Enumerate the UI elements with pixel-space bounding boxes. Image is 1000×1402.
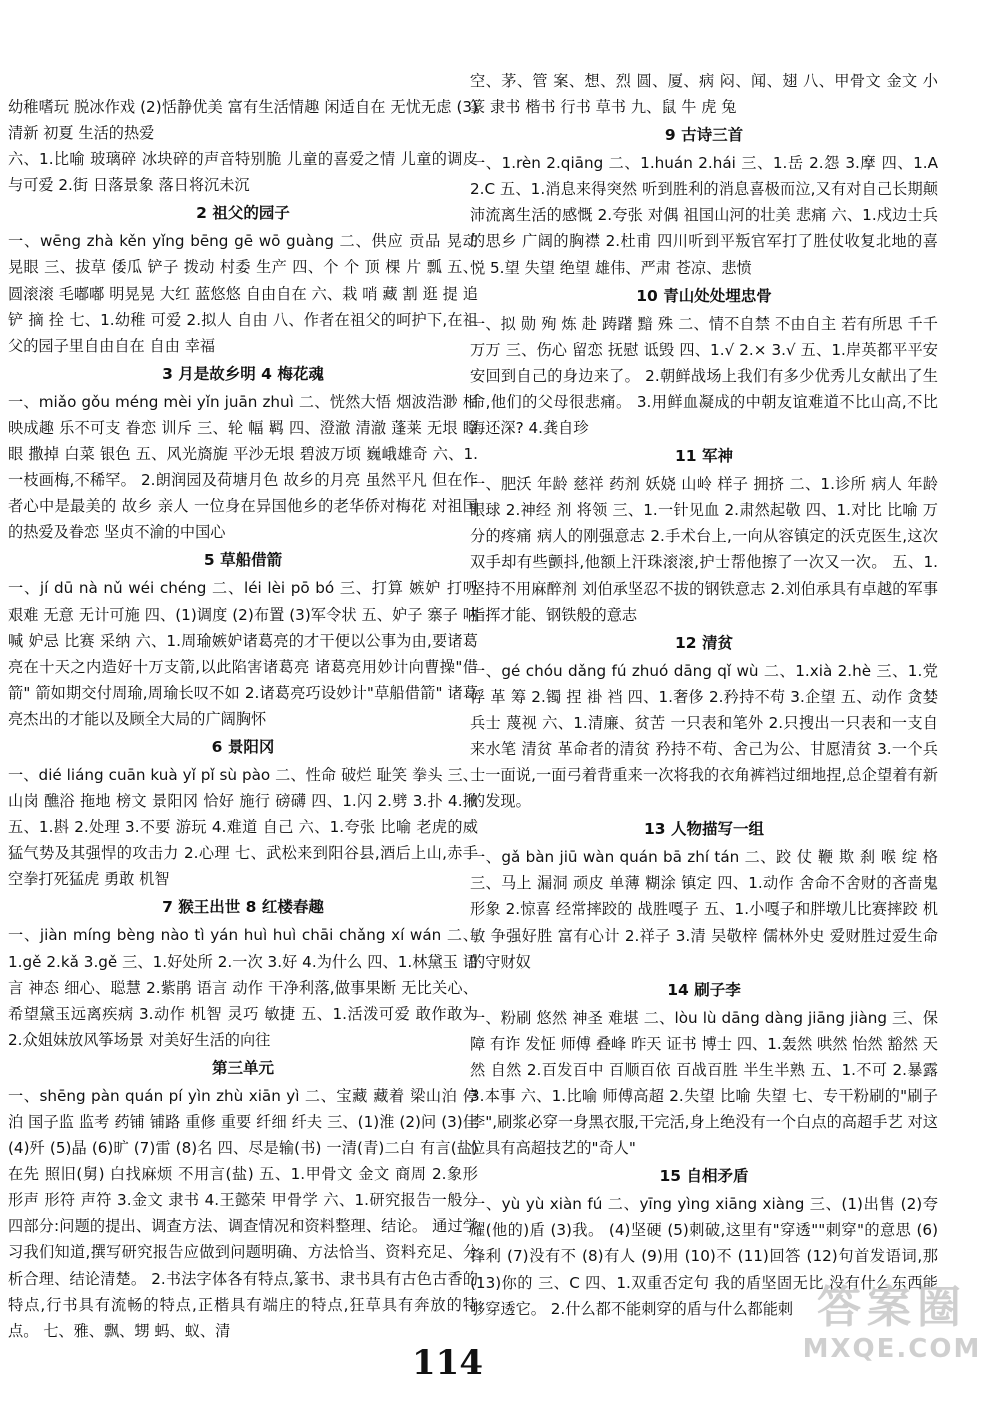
section-heading: 第三单元 [211,1058,274,1077]
answer-paragraph: 一、gǎ bàn jiū wàn quán bā zhí tán 二、跤 仗 鞭 欺 刹 喉 绽 格 三、马上 漏洞 顽皮 单薄 糊涂 镇定 四、1.动作 舍命不舍财的吝啬鬼形象 2.惊喜 经常摔跤的 战胜嘎子 五、1.小嘎子和胖墩儿比赛摔跤 机敏 争强好胜 富有心计 2.祥子 3.清 吴敬梓 儒林外史 爱财胜过爱生命的守财奴 [470,848,938,971]
section-heading: 9 古诗三首 [664,126,744,145]
section-heading: 2 祖父的园子 [196,204,290,223]
section-heading: 12 清贫 [675,633,733,652]
section-heading: 6 景阳冈 [211,737,275,756]
watermark-title: 答案圈 [817,1282,967,1333]
answer-paragraph: 一、jiàn míng bèng nào tì yán huì huì chāi chǎng xí wán 二、1.gě 2.kǎ 3.gě 三、1.好处所 2.一次 3.好 4.为什么 四、1.林黛玉 语言 神态 细心、聪慧 2.紫鹃 语言 动作 干净利落,做事果断 无比关心、希望黛玉远离疾病 3.动作 机智 灵巧 敏捷 五、1.活泼可爱 敢作敢为 2.众姐妹放风筝场景 对美好生活的向往 [8,926,478,1049]
answer-paragraph: 幼稚嗜玩 脱冰作戏 (2)恬静优美 富有生活情趣 闲适自在 无忧无虑 (3)清新 初夏 生活的热爱 [8,98,478,143]
answer-paragraph: 一、wēng zhà kěn yǐng bēng gē wō guàng 二、供应 贡品 晃动 晃眼 三、拔草 倭瓜 铲子 拨动 村委 生产 四、个 个 顶 棵 片 瓢 五、圆滚滚 毛嘟嘟 明晃晃 大红 蓝悠悠 自由自在 六、栽 哨 藏 割 逛 提 追 铲 摘 拴 七、1.幼稚 可爱 2.拟人 自由 八、作者在祖父的呵护下,在祖父的园子里自由自在 自由 幸福 [8,232,478,355]
page-number: 114 [412,1343,483,1383]
answer-paragraph: 一、shēng pàn quán pí yìn zhù xiān yì 二、宝藏 藏着 梁山泊 停泊 国子监 监考 药铺 铺路 重修 重要 纤细 纤夫 三、(1)淮 (2)问 (3)佳 (4)歼 (5)晶 (6)旷 (7)雷 (8)名 四、尽是输(书) 一清(青)二白 有言(盐)在先 照旧(舅) 白找麻烦 不用言(盐) 五、1.甲骨文 金文 商周 2.象形 形声 形符 声符 3.金文 隶书 4.王懿荣 甲骨学 六、1.研究报告一般分四部分:问题的提出、调查方法、调查情况和资料整理、结论。 通过学习我们知道,撰写研究报告应做到问题明确、方法恰当、资料充足、分析合理、结论清楚。 2.书法字体各有特点,篆书、隶书具有古色古香的特点,行书具有流畅的特点,正楷具有端庄的特点,狂草具有奔放的特点。 七、雅、飘、甥 蚂、蚁、清 [8,1086,478,1340]
answer-paragraph: 一、gé chóu dǎng fú zhuó dāng qǐ wù 二、1.xià 2.hè 三、1.党 俘 革 筹 2.镯 捏 褂 裆 四、1.奢侈 2.矜持不苟 3.企望 五、动作 贪婪 兵士 蔑视 六、1.清廉、贫苦 一只表和笔外 2.只搜出一只表和一支自来水笔 清贫 革命者的清贫 矜持不苟、舍己为公、甘愿清贫 3.一个兵士一面说,一面弓着背重来一次将我的衣角裤裆过细地捏,总企望着有新的发现。 [470,661,938,811]
answer-paragraph: 一、1.rèn 2.qiāng 二、1.huán 2.hái 三、1.岳 2.怨 3.摩 四、1.A 2.C 五、1.消息来得突然 听到胜利的消息喜极而泣,又有对自己长期颠沛流离生活的感慨 2.夸张 对偶 祖国山河的壮美 悲痛 六、1.戍边士兵的思乡 广阔的胸襟 2.杜甫 四川听到平叛官军打了胜仗收复北地的喜悦 5.望 失望 绝望 雄伟、严肃 苍凉、悲愤 [470,154,938,277]
right-column [470,68,938,1322]
left-column [8,94,478,1344]
answer-paragraph: 一、粉刷 悠然 神圣 难堪 二、lòu lù dāng dàng jiāng jiàng 三、保障 有诈 发怔 师傅 叠峰 昨天 证书 博士 四、1.轰然 哄然 怡然 豁然 天然 自然 2.百发百中 百顺百依 百战百胜 半生半熟 五、1.不可 2.暴露 3.本事 六、1.比喻 师傅高超 2.失望 比喻 失望 七、专干粉刷的"刷子李",刷浆必穿一身黑衣服,干完活,身上绝没有一个白点的高超手艺 对这位具有高超技艺的"奇人" [470,1008,938,1158]
answer-paragraph: 一、dié liáng cuān kuà yǐ pǐ sù pào 二、性命 破烂 耻笑 拳头 三、山岗 醮浴 拖地 榜文 景阳冈 恰好 施行 磅礴 四、1.闪 2.劈 3.扑 4.揪 五、1.斟 2.处理 3.不要 游玩 4.难道 自己 六、1.夸张 比喻 老虎的威猛气势及其强悍的攻击力 2.心理 七、武松来到阳谷县,酒后上山,赤手空拳打死猛虎 勇敢 机智 [8,765,478,889]
section-heading: 13 人物描写一组 [644,820,764,839]
answer-paragraph: 空、茅、管 案、想、烈 圆、厦、病 闷、闻、翅 八、甲骨文 金文 小篆 隶书 楷书 行书 草书 九、鼠 牛 虎 兔 [470,72,938,117]
section-heading: 5 草船借箭 [203,551,283,570]
answer-paragraph: 一、jí dū nà nǔ wéi chéng 二、léi lèi pō bó 三、打算 嫉妒 打听 艰难 无意 无计可施 四、(1)调度 (2)布置 (3)军令状 五、妒子 寨子 呐喊 妒忌 比赛 采纳 六、1.周瑜嫉妒诸葛亮的才干便以公事为由,要诸葛亮在十天之内造好十万支箭,以此陷害诸葛亮 诸葛亮用妙计向曹操"借箭" 箭如期交付周瑜,周瑜长叹不如 2.诸葛亮巧设妙计"草船借箭" 诸葛亮杰出的才能以及顾全大局的广阔胸怀 [8,579,478,728]
section-heading: 10 青山处处埋忠骨 [636,286,772,305]
section-heading: 7 猴王出世 8 红楼春趣 [162,898,324,917]
watermark-logo [802,1282,982,1382]
answer-paragraph: 一、肥沃 年龄 慈祥 药剂 妖娆 山岭 样子 拥挤 二、1.诊所 病人 年龄 眼球 2.神经 剂 将领 三、1.一针见血 2.肃然起敬 四、1.对比 比喻 万分的疼痛 病人的刚强意志 2.手术台上,一向从容镇定的沃克医生,这次双手却有些颤抖,他额上汗珠滚滚,护士帮他擦了一次又一次。 五、1.坚持不用麻醉剂 刘伯承坚忍不拔的钢铁意志 2.刘伯承具有卓越的军事指挥才能、钢铁般的意志 [470,475,938,624]
answer-paragraph: 一、yù yù xiàn fú 二、yīng yìng xiāng xiàng 三、(1)出售 (2)夸耀(他的)盾 (3)我。 (4)坚硬 (5)刺破,这里有"穿透""刺穿"的意思 (6)锋利 (7)没有不 (8)有人 (9)用 (10)不 (11)回答 (12)句首发语词,那 (13)你的 三、C 四、1.双重否定句 我的盾坚固无比,没有什么东西能够穿透它。 2.什么都不能刺穿的盾与什么都能刺 [470,1195,938,1318]
section-heading: 3 月是故乡明 4 梅花魂 [162,364,324,383]
answer-paragraph: 六、1.比喻 玻璃碎 冰块碎的声音特别脆 儿童的喜爱之情 儿童的调皮与可爱 2.街 日落景象 落日将沉未沉 [8,150,478,195]
answer-paragraph: 一、miǎo gǒu méng mèi yǐn juān zhuì 二、恍然大悟 烟波浩渺 相映成趣 乐不可支 眷恋 训斥 三、轮 幅 羁 四、澄澈 清澈 蓬莱 无垠 瞪眼 撒掉 白菜 银色 五、风光旖旎 平沙无垠 碧波万顷 巍峨雄奇 六、1.一枝画梅,不稀罕。 2.朗润园及荷塘月色 故乡的月亮 虽然平凡 但在作者心中是最美的 故乡 亲人 一位身在异国他乡的老华侨对梅花 对祖国的热爱及眷恋 坚贞不渝的中国心 [8,392,478,542]
section-heading: 14 刷子李 [667,980,741,999]
watermark-url: MXQE.COM [802,1334,982,1364]
section-heading: 11 军神 [675,447,733,466]
section-heading: 15 自相矛盾 [659,1167,749,1186]
answer-paragraph: 一、拟 勋 殉 炼 赴 踌躇 黯 殊 二、情不自禁 不由自主 若有所思 千千万万 三、伤心 留恋 抚慰 诋毁 四、1.√ 2.× 3.√ 五、1.岸英都平平安安回到自己的身边来了。 2.朝鲜战场上我们有多少优秀儿女献出了生命,他们的父母很悲痛。 3.用鲜血凝成的中朝友谊难道不比山高,不比海还深? 4.龚自珍 [470,314,938,438]
